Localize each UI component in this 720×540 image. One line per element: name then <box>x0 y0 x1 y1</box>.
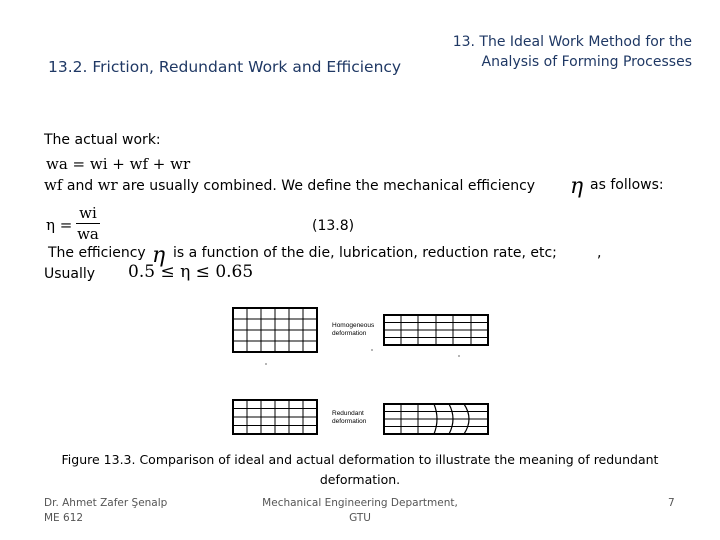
efficiency-lead: The efficiency <box>48 245 146 261</box>
equation-actual-work-text: wa = wi + wf + wr <box>46 155 191 173</box>
department-line1: Mechanical Engineering Department, <box>262 497 458 509</box>
section-title: 13.2. Friction, Redundant Work and Efficiency <box>48 58 402 76</box>
figure-caption-line1: Figure 13.3. Comparison of ideal and actual deformation to illustrate the meaning of redundant <box>61 452 659 467</box>
chapter-title-line2: Analysis of Forming Processes <box>481 54 692 70</box>
author-name: Dr. Ahmet Zafer Şenalp <box>44 497 168 509</box>
figure-caption-line2: deformation. <box>319 472 401 487</box>
footer-author <box>44 496 167 526</box>
as-follows-text: as follows: <box>590 177 664 193</box>
fraction-denominator: wa <box>77 225 99 243</box>
footer-department <box>260 496 460 526</box>
actual-work-label: The actual work: <box>44 132 161 148</box>
redundant-right-grid <box>384 404 488 434</box>
efficiency-rest: is a function of the die, lubrication, reduction rate, etc; <box>173 245 557 261</box>
chapter-title <box>392 32 692 72</box>
redundant-left-grid <box>233 400 317 434</box>
page-number: 7 <box>668 497 675 509</box>
eta-symbol-inline: η <box>570 174 584 199</box>
equation-range: 0.5 ≤ η ≤ 0.65 <box>128 262 254 282</box>
homogeneous-right-grid <box>384 315 488 345</box>
homogeneous-label-line1: Homogeneous <box>332 322 375 329</box>
equation-actual-work <box>46 155 190 173</box>
figure-caption <box>40 450 680 490</box>
equation-number: (13.8) <box>312 218 355 234</box>
combined-sentence <box>44 176 535 194</box>
chapter-title-line1: 13. The Ideal Work Method for the <box>452 34 692 50</box>
combined-text: are usually combined. We define the mechanical efficiency <box>122 178 536 194</box>
department-line2: GTU <box>349 512 371 524</box>
redundant-label <box>332 410 366 426</box>
homogeneous-label-line2: deformation <box>332 330 367 337</box>
eta-equals: η = <box>46 216 73 234</box>
eta-symbol-efficiency: η <box>152 243 166 268</box>
fraction-numerator: wi <box>79 204 97 222</box>
homogeneous-label <box>332 322 374 338</box>
trailing-comma: , <box>597 245 602 261</box>
redundant-label-line2: deformation <box>332 418 367 425</box>
wr-symbol: wr <box>97 176 118 194</box>
homogeneous-left-grid <box>233 308 317 352</box>
and-word: and <box>66 178 94 194</box>
redundant-label-line1: Redundant <box>332 410 364 417</box>
usually-label: Usually <box>44 266 96 282</box>
wf-symbol: wf <box>44 176 63 194</box>
fraction-bar <box>76 223 100 224</box>
course-code: ME 612 <box>44 512 84 524</box>
